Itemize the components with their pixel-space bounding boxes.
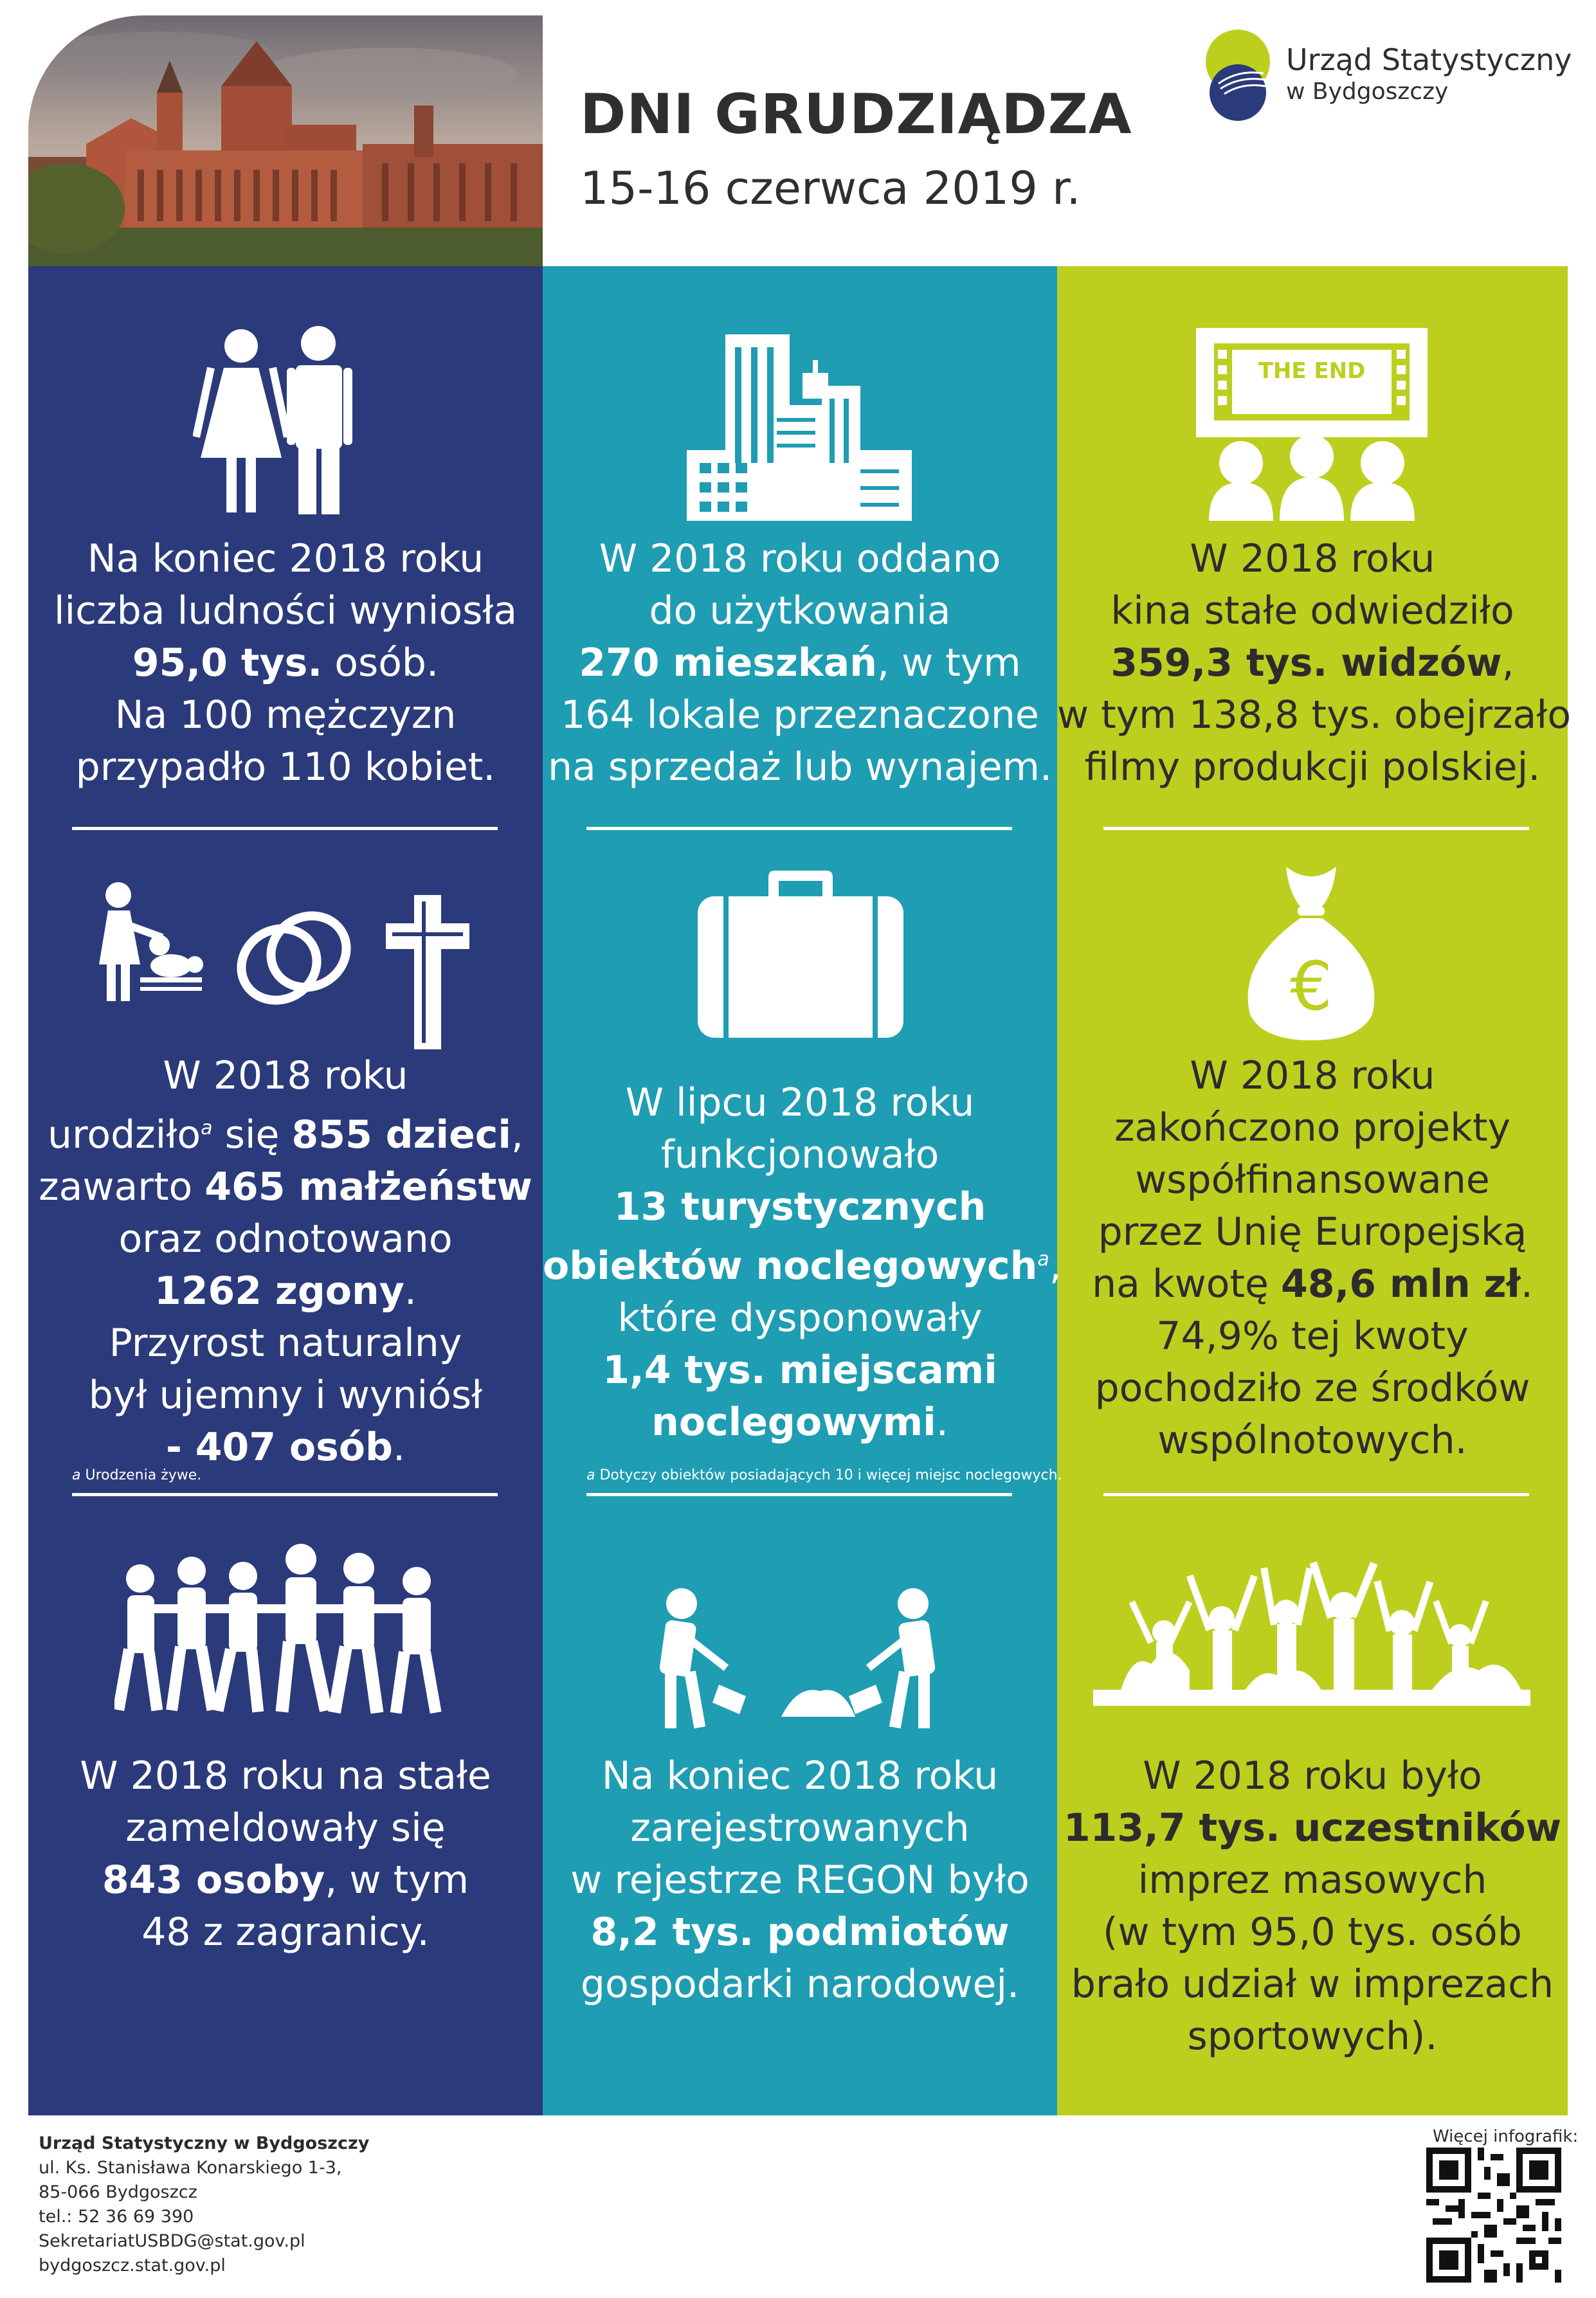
regon-text <box>543 1750 1057 2011</box>
page-subtitle: 15-16 czerwca 2019 r. <box>580 162 1081 215</box>
text-line: 74,9% tej kwoty <box>1156 1314 1469 1359</box>
svg-text:€: € <box>1289 947 1333 1026</box>
text-fragment: , w tym <box>325 1858 469 1903</box>
suitcase-icon <box>698 871 903 1038</box>
text-line: 164 lokale przeznaczone <box>561 692 1039 737</box>
text-line: kina stałe odwiedziło <box>1111 588 1514 633</box>
footer-address2: 85-066 Bydgoszcz <box>39 2182 197 2202</box>
highlight-value: 270 mieszkań <box>579 640 877 685</box>
divider <box>1103 827 1529 830</box>
text-line: W 2018 roku <box>1190 1053 1435 1098</box>
text-fragment: . <box>404 1269 417 1314</box>
text-line: pochodziło ze środków <box>1094 1366 1530 1411</box>
mass-events-text <box>1057 1750 1568 2063</box>
logo-mark-icon <box>1202 24 1280 127</box>
logo-text-line1: Urząd Statystyczny <box>1286 42 1572 77</box>
money-bag-euro-icon <box>1237 867 1385 1040</box>
text-fragment: zawarto <box>39 1164 205 1209</box>
footnote-marker: a <box>586 1467 595 1483</box>
highlight-value: 113,7 tys. uczestników <box>1063 1805 1562 1850</box>
text-line <box>1057 1258 1568 1310</box>
divider <box>1103 1493 1529 1496</box>
housing-text <box>543 533 1057 793</box>
footer-phone: tel.: 52 36 69 390 <box>39 2207 194 2227</box>
text-fragment: , <box>1501 640 1514 685</box>
text-line: które dysponowały <box>617 1296 983 1341</box>
text-fragment: , w tym <box>876 640 1021 685</box>
population-text <box>28 533 543 793</box>
text-line <box>543 1397 1057 1449</box>
highlight-value: 8,2 tys. podmiotów <box>590 1910 1010 1955</box>
cinema-text <box>1057 533 1572 793</box>
text-fragment: na kwotę <box>1092 1262 1281 1307</box>
text-line: przez Unię Europejską <box>1098 1209 1527 1254</box>
footnote-text: Dotyczy obiektów posiadających 10 i więcej miejsc noclegowych. <box>595 1467 1062 1483</box>
text-line: przypadło 110 kobiet. <box>75 745 496 790</box>
text-line: W lipcu 2018 roku <box>625 1080 975 1125</box>
text-fragment: , <box>511 1112 523 1157</box>
text-line <box>543 1906 1057 1959</box>
text-line: współfinansowane <box>1135 1157 1490 1202</box>
text-line: oraz odnotowano <box>118 1217 453 1262</box>
page-title: DNI GRUDZIĄDZA <box>580 82 1132 147</box>
crowd-icon <box>1093 1561 1530 1706</box>
text-line: (w tym 95,0 tys. osób <box>1103 1910 1522 1955</box>
cinema-icon <box>1196 328 1428 521</box>
header-photo-castle <box>28 15 543 266</box>
text-line: W 2018 roku <box>163 1053 408 1098</box>
text-line <box>28 1161 543 1213</box>
text-line: zakończono projekty <box>1114 1105 1511 1150</box>
eu-funds-text <box>1057 1050 1568 1467</box>
highlight-value: 48,6 mln zł <box>1281 1262 1521 1307</box>
footnote-births <box>72 1467 201 1483</box>
highlight-value: 1262 zgony <box>154 1269 404 1314</box>
text-line: Na koniec 2018 roku <box>87 536 484 581</box>
text-line: na sprzedaż lub wynajem. <box>547 745 1053 790</box>
cinema-sign-text: THE END <box>1258 358 1366 384</box>
text-line: imprez masowych <box>1138 1858 1487 1903</box>
text-line: do użytkowania <box>649 588 951 633</box>
footnote-text: Urodzenia żywe. <box>80 1467 202 1483</box>
text-line <box>28 1422 543 1474</box>
text-fragment: . <box>936 1400 948 1445</box>
divider <box>586 827 1012 830</box>
registrations-text <box>28 1750 543 1959</box>
highlight-value: 855 dzieci <box>291 1112 511 1157</box>
woman-man-icon <box>193 323 360 516</box>
vital-statistics-text <box>28 1050 543 1474</box>
text-line: sportowych). <box>1187 2014 1438 2059</box>
text-line: liczba ludności wyniosła <box>53 588 518 633</box>
workers-shoveling-icon <box>643 1588 952 1730</box>
text-line: Na koniec 2018 roku <box>601 1753 999 1798</box>
text-line: filmy produkcji polskiej. <box>1084 745 1541 790</box>
text-line: Przyrost naturalny <box>109 1321 462 1366</box>
text-line <box>543 1344 1057 1397</box>
text-line: W 2018 roku było <box>1143 1753 1482 1798</box>
text-line: W 2018 roku oddano <box>599 536 1001 581</box>
baby-changing-icon <box>95 881 204 1003</box>
text-fragment: . <box>392 1425 406 1470</box>
footer-email-link[interactable]: SekretariatUSBDG@stat.gov.pl <box>39 2231 305 2251</box>
text-line: Na 100 mężczyzn <box>114 692 457 737</box>
text-line <box>28 1265 543 1317</box>
footer-org: Urząd Statystyczny w Bydgoszczy <box>39 2133 370 2153</box>
text-fragment: się <box>212 1112 292 1157</box>
text-line: funkcjonowało <box>660 1132 939 1177</box>
highlight-value: noclegowymi <box>651 1400 936 1445</box>
logo-text-line2: w Bydgoszczy <box>1286 78 1449 105</box>
highlight-value: 95,0 tys. <box>132 640 323 685</box>
divider <box>72 1493 498 1496</box>
qr-code-icon[interactable] <box>1426 2148 1561 2283</box>
text-line <box>28 1854 543 1906</box>
text-line: wspólnotowych. <box>1157 1418 1467 1463</box>
text-line: w rejestrze REGON było <box>570 1858 1029 1903</box>
text-line: był ujemny i wyniósł <box>88 1373 483 1418</box>
text-fragment: urodziło <box>48 1112 201 1157</box>
text-line: w tym 138,8 tys. obejrzało <box>1057 692 1572 737</box>
cross-icon <box>386 895 469 1049</box>
text-line <box>28 1102 543 1161</box>
footnote-marker: a <box>72 1467 81 1483</box>
divider <box>72 827 498 830</box>
buildings-icon <box>687 334 912 521</box>
highlight-value: 359,3 tys. widzów <box>1111 640 1502 685</box>
wedding-rings-icon <box>229 903 358 1012</box>
text-line <box>1057 1802 1568 1854</box>
text-fragment: . <box>1520 1262 1533 1307</box>
divider <box>586 1493 1012 1496</box>
highlight-value: 13 turystycznych <box>613 1184 986 1229</box>
tourism-text <box>543 1077 1062 1449</box>
highlight-value: - 407 osób <box>165 1425 393 1470</box>
text-line <box>543 1233 1062 1292</box>
highlight-value: obiektów noclegowych <box>543 1244 1038 1289</box>
people-group-icon <box>114 1540 449 1720</box>
footnote-marker: a <box>201 1117 213 1139</box>
text-line: zameldowały się <box>125 1805 446 1850</box>
footnote-marker: a <box>1037 1248 1049 1271</box>
footer-website-link[interactable]: bydgoszcz.stat.gov.pl <box>39 2256 226 2275</box>
highlight-value: 843 osoby <box>102 1858 325 1903</box>
text-line: gospodarki narodowej. <box>580 1962 1020 2007</box>
text-line: 48 z zagranicy. <box>141 1910 430 1955</box>
highlight-value: 1,4 tys. miejscami <box>603 1348 997 1393</box>
text-line <box>543 637 1057 689</box>
text-line: brało udział w imprezach <box>1071 1962 1554 2007</box>
footnote-accommodation <box>586 1467 1062 1483</box>
highlight-value: 465 małżeństw <box>204 1164 532 1209</box>
text-line: W 2018 roku na stałe <box>80 1753 491 1798</box>
text-line <box>1057 637 1568 689</box>
text-fragment: , <box>1049 1244 1062 1289</box>
text-line <box>543 1181 1057 1233</box>
text-line: W 2018 roku <box>1190 536 1435 581</box>
text-fragment: osób. <box>322 640 439 685</box>
footer-address1: ul. Ks. Stanisława Konarskiego 1-3, <box>39 2158 342 2178</box>
text-line: zarejestrowanych <box>630 1805 970 1850</box>
qr-label: Więcej infografik: <box>1433 2127 1579 2146</box>
text-line <box>28 637 543 689</box>
